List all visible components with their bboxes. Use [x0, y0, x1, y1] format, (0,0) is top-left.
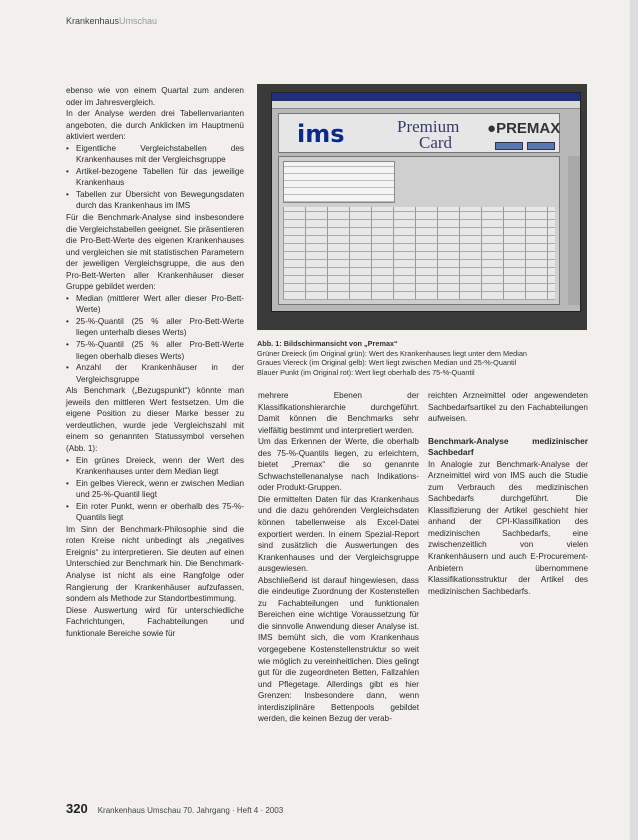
list-item: • Ein roter Punkt, wenn er oberhalb des 75-%-Quantils liegt — [66, 501, 244, 524]
bullet-list — [66, 293, 244, 385]
premax-banner — [278, 113, 560, 153]
paragraph: Für die Benchmark-Analyse sind insbesondere die Vergleichstabellen geeignet. Sie präsentieren die Pro-Bett-Werte des eigenen Krankenhauses und vergleichen sie mit statistischen Parametern der jeweiligen Vergleichsgruppe, die aus den Pro-Bett-Werten aller Krankenhäuser dieser Gruppe gebildet werden: — [66, 213, 244, 292]
premium-label: Premium — [397, 117, 460, 136]
list-item: • Ein grünes Dreieck, wenn der Wert des Krankenhauses unter dem Median liegt — [66, 455, 244, 478]
page-footer — [66, 801, 283, 816]
app-window — [271, 92, 581, 312]
paragraph: Um das Erkennen der Werte, die oberhalb des 75-%-Quantils liegen, zu erleichtern, bietet „Premax“ die so genannte Schwachstellenanalyse nach Indikations- oder Produkt-Gruppen. — [258, 437, 419, 493]
caption-title: Abb. 1: Bildschirmansicht von „Premax“ — [257, 339, 398, 348]
paragraph: Abschließend ist darauf hingewiesen, dass die eindeutige Zuordnung der Kostenstellen zu Fachabteilungen und funktionalen Bereichen eine wichtige Voraussetzung für die sinnvolle Anwendung dieser Analyse ist. IMS bemüht sich, die vom Krankenhaus vorgegebene Kostenstellenstruktur so weit wie möglich zu vereinheitlichen. Dies gelingt gut für die zugeordneten Betten, Fallzahlen und Pflegetage. Allerdings gibt es hier Grenzen: Insbesondere dann, wenn interdisziplinäre Bettenpools gebildet werden, die keinen Bezug der verab- — [258, 575, 419, 724]
list-item: • Artikel-bezogene Tabellen für das jeweilige Krankenhaus — [66, 166, 244, 189]
running-header — [66, 16, 157, 26]
paragraph: In der Analyse werden drei Tabellenvarianten angeboten, die durch Anklicken im Hauptmenü aktiviert werden: — [66, 109, 244, 142]
list-item: • Anzahl der Krankenhäuser in der Vergleichsgruppe — [66, 362, 244, 385]
list-item: • Eigentliche Vergleichstabellen des Krankenhauses mit der Vergleichsgruppe — [66, 143, 244, 166]
text-column-3 — [428, 390, 588, 597]
bullet-list — [66, 455, 244, 524]
paragraph: Im Sinn der Benchmark-Philosophie sind die roten Kreise nicht unbedingt als „negatives Ereignis“ zu interpretieren. Sie deuten auf einen Unterschied zur Benchmark hin. Die Benchmark-Analyse ist nicht als eine Rangfolge oder Rangierung der Krankenhäuser aufzufassen, sondern als Methode zur Standortbestimmung. — [66, 524, 244, 604]
data-panel — [278, 156, 560, 305]
caption-line: Graues Viereck (im Original gelb): Wert liegt zwischen Median und 25-%-Quantil — [257, 358, 517, 368]
page-edge — [630, 0, 638, 840]
scrollbar — [568, 156, 580, 305]
list-item: • Tabellen zur Übersicht von Bewegungsdaten durch das Krankenhaus im IMS — [66, 189, 244, 212]
banner-button — [495, 142, 523, 150]
list-item: • Median (mittlerer Wert aller dieser Pro-Bett-Werte) — [66, 293, 244, 316]
header-bold: Krankenhaus — [66, 16, 120, 26]
bullet-list — [66, 143, 244, 212]
text-column-2 — [258, 390, 419, 725]
caption-line: Blauer Punkt (im Original rot): Wert liegt oberhalb des 75-%-Quantil — [257, 368, 475, 378]
header-light: Umschau — [119, 16, 158, 26]
ims-logo: ims — [297, 120, 345, 148]
paragraph: Die ermittelten Daten für das Krankenhaus und die dazu gehörenden Vergleichsdaten können tabellenweise als Excel-Datei exportiert werden. In einem Spezial-Report sind zusätzlich die Auswertungen des Krankenhauses und der Vergleichsgruppe ausgewiesen. — [258, 494, 419, 574]
journal-info: Krankenhaus Umschau 70. Jahrgang · Heft 4 · 2003 — [97, 806, 284, 815]
paragraph: mehrere Ebenen der Klassifikationshierarchie durchgeführt. Damit können die Benchmarks sehr vielfältig bestimmt und interpretiert werden. — [258, 391, 419, 435]
list-item: • 25-%-Quantil (25 % aller Pro-Bett-Werte liegen unterhalb dieses Werts) — [66, 316, 244, 339]
list-item: • Ein gelbes Viereck, wenn er zwischen Median und 25-%-Quantil liegt — [66, 478, 244, 501]
selection-form — [283, 161, 395, 203]
figure-caption — [257, 339, 587, 378]
screenshot-figure — [257, 84, 587, 330]
page-number: 320 — [66, 801, 88, 816]
window-titlebar — [272, 93, 580, 101]
card-label: Card — [419, 133, 453, 152]
paragraph: ebenso wie von einem Quartal zum anderen oder im Jahresvergleich. — [66, 86, 244, 107]
caption-line: Grüner Dreieck (im Original grün): Wert des Krankenhauses liegt unter dem Median — [257, 348, 527, 358]
banner-button — [527, 142, 555, 150]
section-heading: Benchmark-Analyse medizinischer Sachbedarf — [428, 435, 588, 458]
premax-logo: ●PREMAX — [487, 120, 561, 137]
paragraph: In Analogie zur Benchmark-Analyse der Arzneimittel wird von IMS auch die Studie zum Verbrauch des medizinischen Sachbedarfs durchgeführt. Die Klassifizierung der Artikel geschieht hier anhand der CPI-Klassifikation des medizinischen Sachbedarfs, eine zwischenzeitlich von vielen Krankenhäusern und auch E-Procurement-Anbietern übernommene Klassifikationsstruktur der Artikel des medizinischen Sachbedarfs. — [428, 459, 588, 596]
paragraph: Diese Auswertung wird für unterschiedliche Fachrichtungen, Fachabteilungen und funktionale Bereiche sowie für — [66, 605, 244, 638]
list-item: • 75-%-Quantil (25 % aller Pro-Bett-Werte liegen oberhalb dieses Werts) — [66, 339, 244, 362]
window-menubar — [272, 101, 580, 109]
text-column-1 — [66, 85, 244, 639]
premax-label: PREMAX — [496, 120, 561, 137]
data-table — [283, 207, 555, 300]
paragraph: reichten Arzneimittel oder angewendeten Sachbedarfsartikel zu den Fachabteilungen aufweisen. — [428, 391, 588, 424]
paragraph: Als Benchmark („Bezugspunkt“) könnte man jeweils den mittleren Wert festsetzen. Um die eigene Position zu dieser Marke besser zu verdeutlichen, wurde jede Vergleichszahl mit einem so genannten Statussymbol versehen (Abb. 1): — [66, 386, 244, 453]
